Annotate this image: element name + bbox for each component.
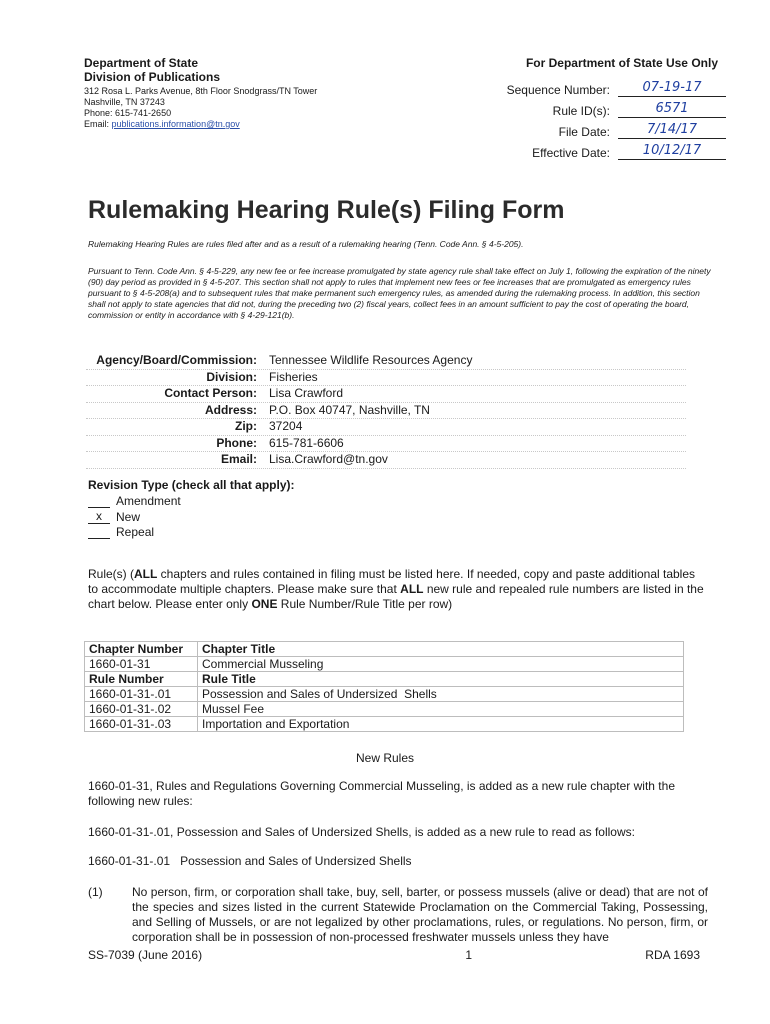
agency-value: Tennessee Wildlife Resources Agency bbox=[269, 353, 473, 367]
rule-heading: 1660-01-31-.01 Possession and Sales of Undersized Shells bbox=[88, 854, 412, 868]
sequence-number-row bbox=[440, 76, 730, 97]
rule-item-1 bbox=[88, 885, 708, 945]
contact-row bbox=[86, 386, 686, 403]
rule-id-value: 6571 bbox=[618, 101, 726, 118]
text-span: new rule and repealed rule numbers are listed in the chart below. Please enter only bbox=[88, 582, 704, 611]
table-row bbox=[85, 717, 684, 732]
chapter-title-header: Chapter Title bbox=[198, 642, 684, 657]
agency-row bbox=[86, 353, 686, 370]
state-use-block bbox=[440, 56, 730, 160]
revision-checkbox[interactable] bbox=[88, 525, 110, 539]
revision-label: Repeal bbox=[116, 525, 155, 539]
table-row bbox=[85, 672, 684, 687]
body-paragraph-1: 1660-01-31, Rules and Regulations Governing Commercial Musseling, is added as a new rule chapter with the following new rules: bbox=[88, 779, 675, 808]
rule-number-cell: 1660-01-31-.01 bbox=[85, 687, 198, 702]
rule-number-cell: 1660-01-31-.02 bbox=[85, 702, 198, 717]
page-footer bbox=[88, 948, 700, 962]
revision-type bbox=[88, 478, 295, 541]
email-value: Lisa.Crawford@tn.gov bbox=[269, 452, 388, 466]
rule-id-row bbox=[440, 97, 730, 118]
revision-option-amendment bbox=[88, 494, 295, 510]
text-span: chapters and rules contained in filing must be listed here. If needed, copy and paste additional tables to accommodate multiple chapters. Please make sure that bbox=[88, 567, 696, 596]
revision-checkbox[interactable] bbox=[88, 494, 110, 508]
address-value: P.O. Box 40747, Nashville, TN bbox=[269, 402, 430, 417]
effective-date-row bbox=[440, 139, 730, 160]
table-row bbox=[85, 642, 684, 657]
rule-number-header: Rule Number bbox=[85, 672, 198, 687]
zip-value: 37204 bbox=[269, 419, 303, 433]
division-name: Division of Publications bbox=[84, 70, 221, 84]
phone-row bbox=[86, 436, 686, 453]
item-number: (1) bbox=[88, 885, 103, 899]
agency-key: Agency/Board/Commission: bbox=[96, 353, 257, 367]
form-number: SS-7039 (June 2016) bbox=[88, 948, 203, 962]
chapter-number-cell: 1660-01-31 bbox=[85, 657, 198, 672]
revision-checkbox[interactable]: x bbox=[88, 510, 110, 524]
email-label: Email: bbox=[84, 119, 112, 129]
field-label: Sequence Number: bbox=[506, 83, 610, 97]
zip-row bbox=[86, 419, 686, 436]
division-key: Division: bbox=[206, 369, 257, 384]
file-date-value: 7/14/17 bbox=[618, 122, 726, 139]
contact-key: Contact Person: bbox=[164, 386, 257, 400]
email-row bbox=[86, 452, 686, 469]
rda-number: RDA 1693 bbox=[645, 948, 700, 962]
chapter-number-header: Chapter Number bbox=[85, 642, 198, 657]
body-paragraph-2: 1660-01-31-.01, Possession and Sales of Undersized Shells, is added as a new rule to read as follows: bbox=[88, 825, 635, 839]
phone-value: 615-781-6606 bbox=[269, 435, 344, 450]
address-line: 312 Rosa L. Parks Avenue, 8th Floor Snodgrass/TN Tower bbox=[84, 86, 318, 96]
revision-option-repeal bbox=[88, 525, 295, 541]
phone-key: Phone: bbox=[216, 435, 257, 450]
field-label: File Date: bbox=[558, 125, 610, 139]
file-date-row bbox=[440, 118, 730, 139]
address-row bbox=[86, 403, 686, 420]
pursuant-paragraph: Pursuant to Tenn. Code Ann. § 4-5-229, any new fee or fee increase promulgated by state agency rule shall take effect on July 1, following the expiration of the ninety (90) day period as provided in § 4-5-207. This section shall not apply to rules that implement new fees or fee increases that are promulgated as emergency rules pursuant to § 4-5-208(a) and to subsequent rules that make permanent such emergency rules, as amended during the rulemaking process. In addition, this section shall not apply to state agencies that did not, during the preceding two (2) fiscal years, collect fees in an amount sufficient to pay the cost of operating the board, commission or entity in accordance with § 4-29-121(b). bbox=[88, 266, 711, 320]
bold-span: ALL bbox=[134, 567, 158, 581]
division-value: Fisheries bbox=[269, 369, 318, 384]
text-span: Rule(s) ( bbox=[88, 567, 135, 581]
rule-title-cell: Mussel Fee bbox=[198, 702, 684, 717]
revision-label: New bbox=[116, 509, 141, 524]
rule-title-cell: Possession and Sales of Undersized Shells bbox=[198, 687, 684, 702]
rule-title-cell: Importation and Exportation bbox=[198, 717, 684, 732]
contact-value: Lisa Crawford bbox=[269, 386, 344, 400]
new-rules-heading: New Rules bbox=[355, 751, 415, 765]
rules-instructions bbox=[88, 567, 708, 612]
text-span: Rule Number/Rule Title per row) bbox=[277, 597, 453, 611]
table-row bbox=[85, 657, 684, 672]
dept-name: Department of State bbox=[84, 56, 199, 70]
effective-date-value: 10/12/17 bbox=[618, 143, 726, 160]
rule-title-header: Rule Title bbox=[198, 672, 684, 687]
revision-option-new bbox=[88, 510, 295, 526]
email-key: Email: bbox=[220, 452, 257, 466]
table-row bbox=[85, 702, 684, 717]
page-number: 1 bbox=[465, 948, 473, 962]
form-subtitle: Rulemaking Hearing Rules are rules filed after and as a result of a rulemaking hearing (Tenn. Code Ann. § 4-5-205). bbox=[88, 239, 524, 249]
division-row bbox=[86, 370, 686, 387]
publisher-block bbox=[84, 56, 414, 130]
email-link[interactable]: publications.information@tn.gov bbox=[111, 119, 240, 129]
revision-heading: Revision Type (check all that apply): bbox=[88, 478, 295, 492]
item-text: No person, firm, or corporation shall take, buy, sell, barter, or possess mussels (alive or dead) that are not of the species and sizes listed in the current Statewide Proclamation on the Commercial Taking, Possessing, and Selling of Mussels, or are not legalized by other proclamations, rules, or regulations. No person, firm, or corporation shall be in possession of non-processed freshwater mussels unless they have bbox=[132, 885, 708, 944]
email-line bbox=[84, 119, 414, 130]
agency-info-table bbox=[86, 353, 686, 469]
table-row bbox=[85, 687, 684, 702]
field-label: Rule ID(s): bbox=[552, 104, 610, 118]
chapter-title-cell: Commercial Musseling bbox=[198, 657, 684, 672]
phone-line: Phone: 615-741-2650 bbox=[84, 108, 172, 118]
field-label: Effective Date: bbox=[532, 146, 610, 160]
sequence-number-value: 07-19-17 bbox=[618, 80, 726, 97]
revision-label: Amendment bbox=[116, 494, 181, 508]
city-line: Nashville, TN 37243 bbox=[84, 97, 165, 107]
zip-key: Zip: bbox=[235, 419, 257, 433]
rules-table bbox=[84, 641, 684, 732]
bold-span: ALL bbox=[400, 582, 424, 596]
state-use-title: For Department of State Use Only bbox=[525, 56, 718, 70]
form-title: Rulemaking Hearing Rule(s) Filing Form bbox=[88, 196, 565, 224]
address-key: Address: bbox=[204, 402, 257, 417]
bold-span: ONE bbox=[251, 597, 278, 611]
rule-number-cell: 1660-01-31-.03 bbox=[85, 717, 198, 732]
